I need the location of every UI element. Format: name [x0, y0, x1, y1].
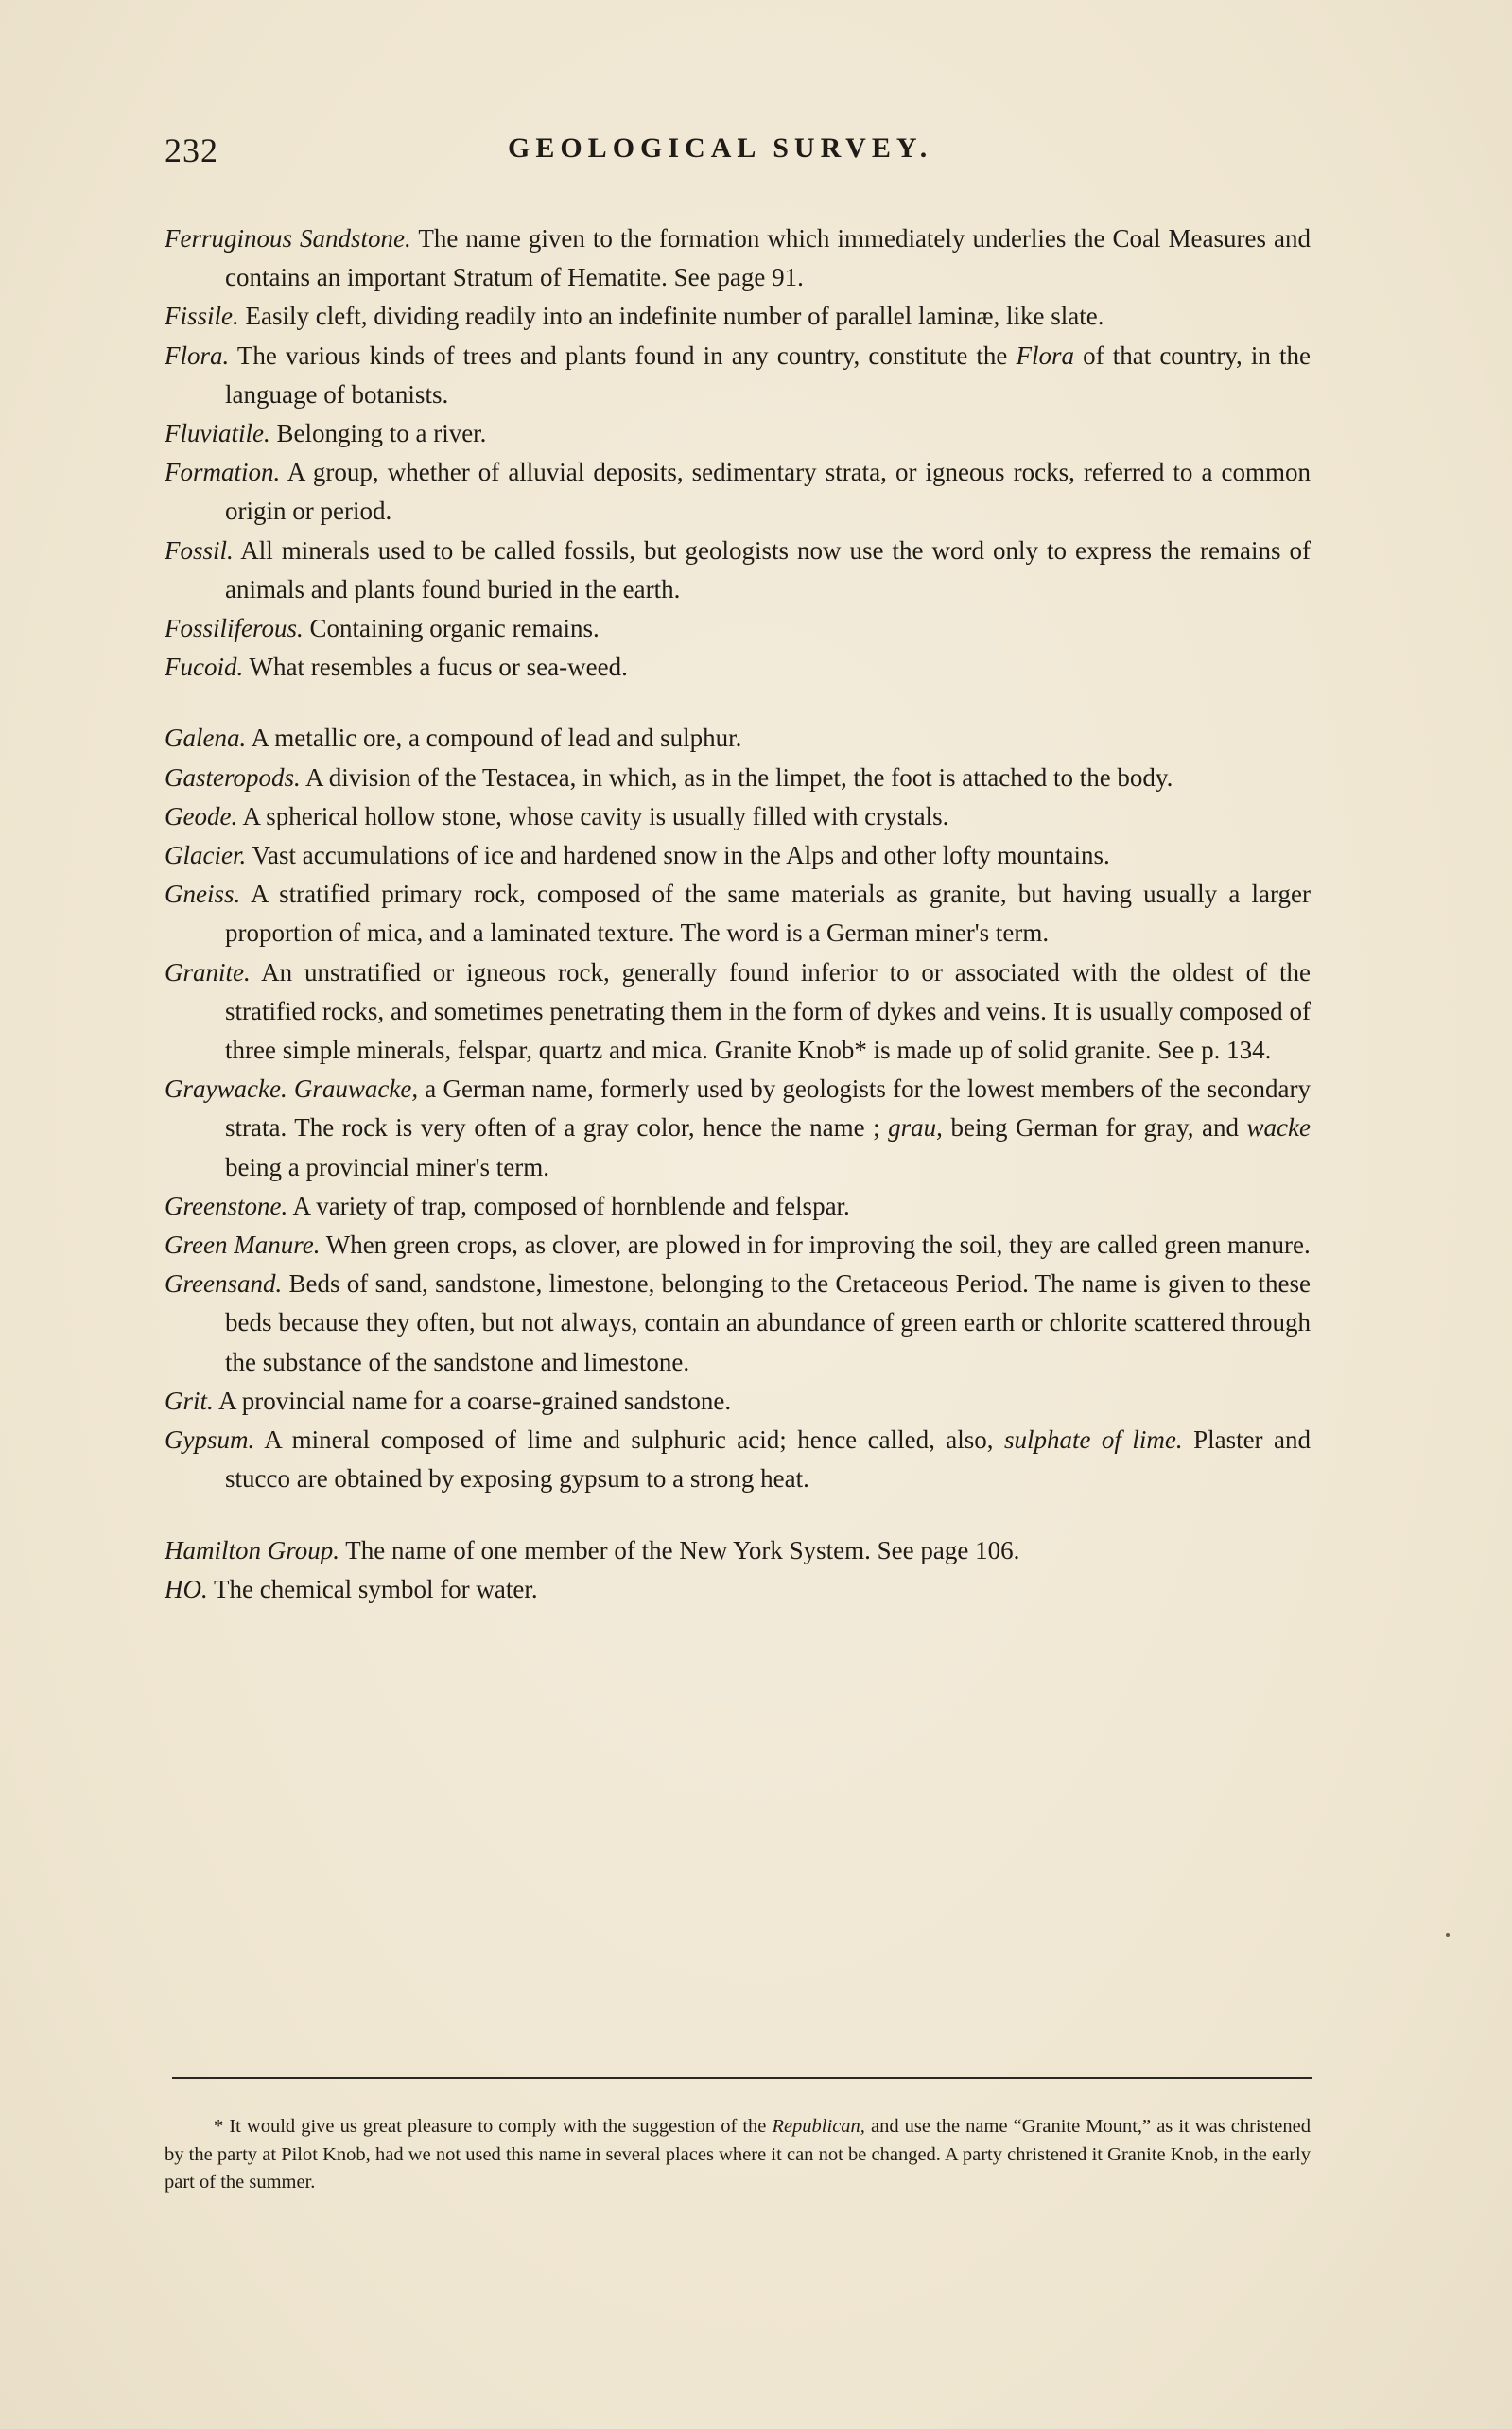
glossary-entry: [165, 219, 1311, 297]
glossary-term: Geode.: [165, 801, 238, 830]
glossary-entry: [165, 1070, 1311, 1187]
glossary-entry: [165, 1421, 1311, 1498]
glossary-definition-cont: being a provincial miner's term.: [225, 1152, 550, 1181]
glossary-entry: [165, 1531, 1311, 1570]
glossary-entry: [165, 719, 1311, 758]
glossary-definition: What resembles a fucus or sea-weed.: [243, 653, 628, 682]
glossary-entry: [165, 1187, 1311, 1226]
footnote-divider: [172, 2077, 1312, 2079]
glossary-entry: [165, 337, 1311, 414]
glossary-entry: [165, 875, 1311, 952]
glossary-italic: grau,: [888, 1113, 943, 1143]
glossary-italic: sulphate of lime.: [1003, 1425, 1183, 1455]
glossary-definition: An unstratified or igneous rock, generally found inferior to or associated with the oldest of the stratified rocks, and sometimes penetrating them in the form of dykes and veins. It is usually composed of three simple minerals, felspar, quartz and mica. Granite Knob* is made up of solid granite. See p. 134.: [225, 957, 1311, 1065]
glossary-definition: The various kinds of trees and plants found in any country, constitute the: [229, 341, 1017, 370]
glossary-term: Ferruginous Sandstone.: [165, 224, 411, 253]
footnote: [165, 2113, 1311, 2197]
glossary-term: Fossil.: [165, 535, 234, 565]
glossary-entry: [165, 648, 1311, 687]
footnote-text: * It would give us great pleasure to comply with the suggestion of the: [214, 2116, 773, 2137]
glossary-entry: [165, 797, 1311, 836]
glossary-definition: A spherical hollow stone, whose cavity is usually filled with crystals.: [237, 801, 949, 830]
glossary-definition: Easily cleft, dividing readily into an indefinite number of parallel laminæ, like slate.: [238, 302, 1104, 331]
glossary-italic: Grauwacke,: [293, 1075, 419, 1104]
page-header: [165, 131, 1318, 178]
glossary-term: Fucoid.: [165, 653, 244, 682]
glossary-entry: [165, 1226, 1311, 1265]
glossary-definition: A variety of trap, composed of hornblende and felspar.: [287, 1191, 850, 1220]
footnote-italic: Republican,: [772, 2116, 865, 2137]
glossary-definition: All minerals used to be called fossils, but geologists now use the word only to express the remains of animals and plants found buried in the earth.: [225, 535, 1311, 603]
glossary-entry: [165, 1382, 1311, 1421]
glossary-definition: a German name, formerly used by geologists for the lowest members of the secondary strata. The rock is very often of a gray color, hence the name ;: [225, 1075, 1312, 1143]
glossary-term: Hamilton Group.: [165, 1535, 340, 1564]
glossary-term: Fossiliferous.: [165, 614, 304, 643]
glossary-definition: The chemical symbol for water.: [207, 1574, 538, 1603]
glossary-definition: When green crops, as clover, are plowed in for improving the soil, they are called green manure.: [320, 1231, 1311, 1260]
glossary-term: Graywacke.: [165, 1075, 287, 1104]
glossary-entry: [165, 414, 1311, 453]
glossary-entry: [165, 759, 1311, 797]
glossary-entry: [165, 1570, 1311, 1609]
glossary-definition-cont: of that country, in the language of botanists.: [225, 341, 1311, 409]
glossary-term: Gypsum.: [165, 1425, 255, 1455]
glossary-definition: A division of the Testacea, in which, as in the limpet, the foot is attached to the body.: [300, 762, 1173, 792]
section-gap: [165, 1499, 1311, 1531]
glossary-term: Flora.: [165, 341, 230, 370]
glossary-definition: Vast accumulations of ice and hardened snow in the Alps and other lofty mountains.: [246, 841, 1110, 870]
glossary-entry: [165, 836, 1311, 875]
glossary-definition-cont: being German for gray, and: [942, 1113, 1247, 1143]
glossary-term: Green Manure.: [165, 1231, 321, 1260]
glossary-list: [165, 219, 1311, 1609]
glossary-definition: A stratified primary rock, composed of the same materials as granite, but having usually a larger proportion of mica, and a laminated texture. The word is a German miner's term.: [225, 880, 1311, 948]
glossary-entry: [165, 453, 1311, 531]
glossary-term: Formation.: [165, 458, 281, 487]
glossary-definition: Beds of sand, sandstone, limestone, belonging to the Cretaceous Period. The name is given to these beds because they often, but not always, contain an abundance of green earth or chlorite scattered through the substance of the sandstone and limestone.: [225, 1269, 1311, 1376]
glossary-italic: wacke: [1246, 1113, 1311, 1143]
page-number: 232: [165, 131, 218, 169]
glossary-term: Granite.: [165, 957, 251, 987]
glossary-term: Fissile.: [165, 302, 239, 331]
glossary-entry: [165, 532, 1311, 609]
paper-speck: [1446, 1933, 1450, 1937]
running-title: GEOLOGICAL SURVEY.: [508, 132, 933, 164]
glossary-term: Galena.: [165, 724, 247, 753]
glossary-definition: A provincial name for a coarse-grained sandstone.: [213, 1386, 732, 1415]
glossary-definition: Belonging to a river.: [269, 419, 487, 448]
glossary-term: Gasteropods.: [165, 762, 301, 792]
glossary-definition: A group, whether of alluvial deposits, sedimentary strata, or igneous rocks, referred to a common origin or period.: [225, 458, 1311, 526]
glossary-definition: Containing organic remains.: [303, 614, 600, 643]
glossary-italic: Flora: [1016, 341, 1075, 370]
glossary-term: Gneiss.: [165, 880, 241, 909]
footnote-text-cont: and use the name “Granite Mount,” as it was christened by the party at Pilot Knob, had we not used this name in several places where it can not be changed. A party christened it Granite Knob, in the early part of the summer.: [165, 2116, 1311, 2193]
glossary-definition: A mineral composed of lime and sulphuric acid; hence called, also,: [254, 1425, 1004, 1455]
glossary-entry: [165, 609, 1311, 648]
glossary-entry: [165, 297, 1311, 336]
glossary-entry: [165, 1265, 1311, 1382]
glossary-term: Grit.: [165, 1386, 214, 1415]
glossary-entry: [165, 953, 1311, 1071]
glossary-term: Fluviatile.: [165, 419, 270, 448]
glossary-term: Greenstone.: [165, 1191, 288, 1220]
glossary-term: Glacier.: [165, 841, 247, 870]
glossary-term: Greensand.: [165, 1269, 283, 1299]
glossary-definition: A metallic ore, a compound of lead and sulphur.: [246, 724, 742, 753]
glossary-definition: The name given to the formation which immediately underlies the Coal Measures and contains an important Stratum of Hematite. See page 91.: [225, 224, 1311, 292]
section-gap: [165, 687, 1311, 719]
glossary-term: HO.: [165, 1574, 208, 1603]
glossary-definition-cont: Plaster and stucco are obtained by exposing gypsum to a strong heat.: [225, 1425, 1311, 1494]
glossary-definition: The name of one member of the New York System. See page 106.: [339, 1535, 1020, 1564]
